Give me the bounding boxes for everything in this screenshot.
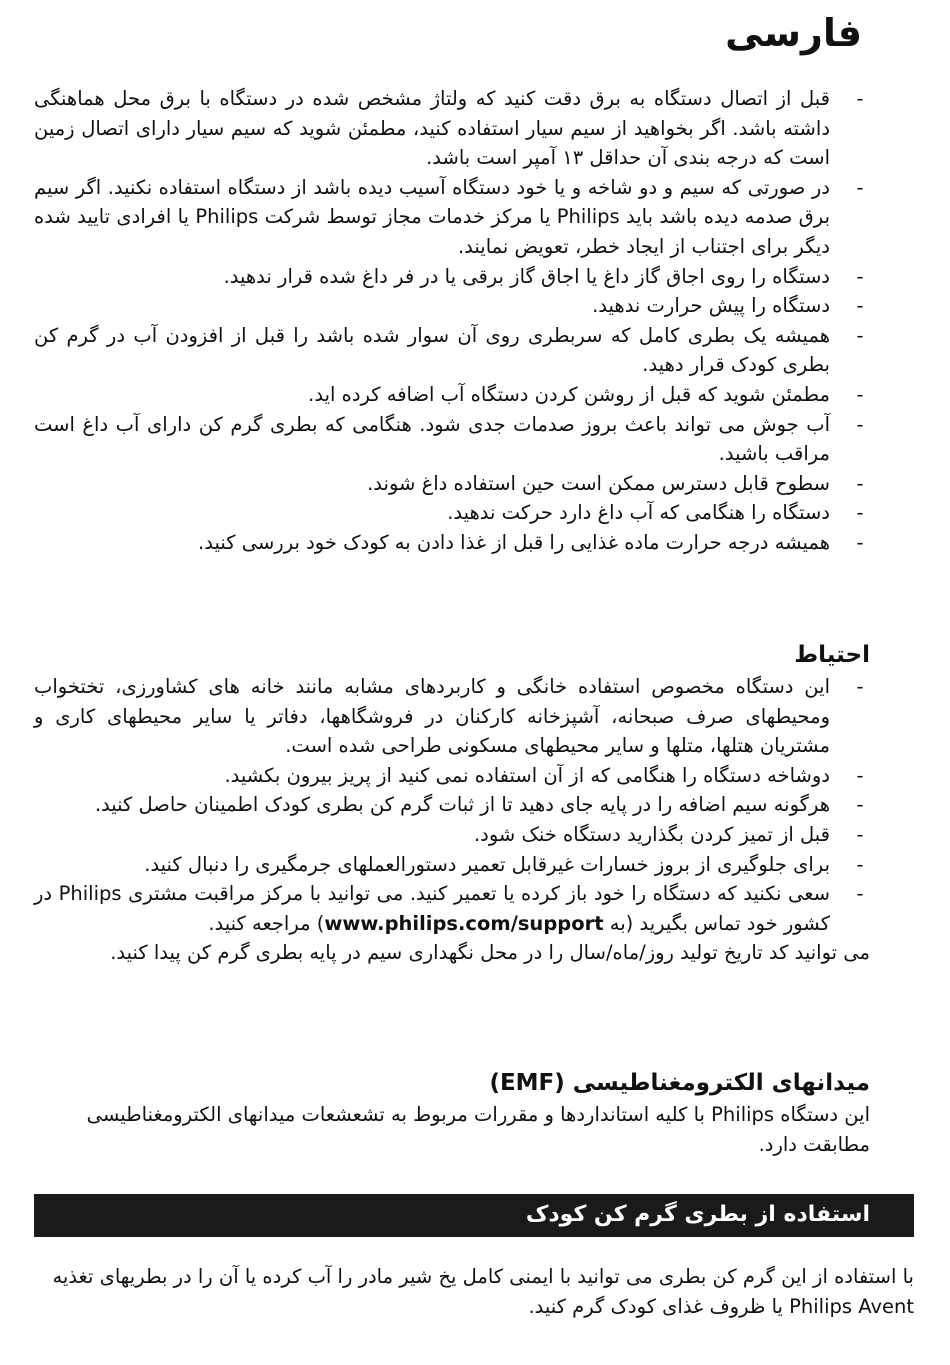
- list-item: [34, 879, 870, 938]
- list-item: - مطمئن شوید که قبل از روشن کردن دستگاه آب اضافه کرده اید.: [34, 380, 870, 410]
- warning-section: [34, 84, 870, 558]
- list-item: - قبل از اتصال دستگاه به برق دقت کنید که ولتاژ مشخص شده در دستگاه با برق محل هماهنگی داشته باشد. اگر بخواهید از سیم سیار استفاده کنید، مطمئن شوید که سیم سیار دارای اتصال زمین است که درجه بندی آن حداقل ۱۳ آمپر است باشد.: [34, 84, 870, 173]
- usage-heading: استفاده از بطری گرم کن کودک: [525, 1202, 870, 1227]
- list-item: - دستگاه را روی اجاق گاز داغ یا اجاق گاز برقی یا در فر داغ شده قرار ندهید.: [34, 262, 870, 292]
- caution-section: [34, 638, 870, 968]
- list-item: - دستگاه را هنگامی که آب داغ دارد حرکت ندهید.: [34, 498, 870, 528]
- list-item: - قبل از تمیز کردن بگذارید دستگاه خنک شود.: [34, 820, 870, 850]
- usage-text: با استفاده از این گرم کن بطری می توانید با ایمنی کامل یخ شیر مادر را آب کرده یا آن را در بطریهای تغذیه Philips Avent یا ظروف غذای کودک گرم کنید.: [52, 1265, 914, 1318]
- list-item: - این دستگاه مخصوص استفاده خانگی و کاربردهای مشابه مانند خانه های کشاورزی، تختخواب ومحیطهای صرف صبحانه، آشپزخانه کارکنان در فروشگاهها، دفاتر یا سایر محیطهای کاری و مشتریان هتلها، متلها و سایر محیطهای مسکونی طراحی شده است.: [34, 672, 870, 761]
- date-code-note: می توانید کد تاریخ تولید روز/ماه/سال را در محل نگهداری سیم در پایه بطری گرم کن پیدا کنید.: [110, 941, 870, 965]
- list-item: - برای جلوگیری از بروز خسارات غیرقابل تعمیر دستورالعملهای جرمگیری را دنبال کنید.: [34, 850, 870, 880]
- list-item: - همیشه یک بطری کامل که سربطری روی آن سوار شده باشد را قبل از افزودن آب در گرم کن بطری کودک قرار دهید.: [34, 321, 870, 380]
- usage-section: [34, 1262, 914, 1321]
- list-item: - همیشه درجه حرارت ماده غذایی را قبل از غذا دادن به کودک خود بررسی کنید.: [34, 528, 870, 558]
- list-item: - آب جوش می تواند باعث بروز صدمات جدی شود. هنگامی که بطری گرم کن دارای آب داغ است مراقب باشید.: [34, 410, 870, 469]
- caution-list: [34, 672, 870, 938]
- emf-text: این دستگاه Philips با کلیه استانداردها و مقررات مربوط به تشعشعات میدانهای الکترومغناطیسی مطابقت دارد.: [86, 1103, 870, 1156]
- list-item: - دوشاخه دستگاه را هنگامی که از آن استفاده نمی کنید از پریز بیرون بکشید.: [34, 761, 870, 791]
- caution-heading: احتیاط: [794, 642, 870, 668]
- support-text-before: سعی نکنید که دستگاه را خود باز کرده یا تعمیر کنید. می توانید با مرکز مراقبت مشتری Philips در کشور خود تماس بگیرید (به: [34, 882, 830, 935]
- list-item: - در صورتی که سیم و دو شاخه و یا خود دستگاه آسیب دیده باشد از دستگاه استفاده نکنید. اگر سیم برق صدمه دیده باشد باید Philips یا مرکز خدمات مجاز توسط شرکت Philips یا افرادی تایید شده دیگر برای اجتناب از ایجاد خطر، تعویض نمایند.: [34, 173, 870, 262]
- usage-heading-bar: [34, 1194, 914, 1237]
- emf-heading: میدانهای الکترومغناطیسی (EMF): [489, 1070, 870, 1096]
- support-text-after: ) مراجعه کنید.: [208, 911, 325, 935]
- list-item: - هرگونه سیم اضافه را در پایه جای دهید تا از ثبات گرم کن بطری کودک اطمینان حاصل کنید.: [34, 790, 870, 820]
- language-title: فارسی: [725, 11, 862, 55]
- list-item: - سطوح قابل دسترس ممکن است حین استفاده داغ شوند.: [34, 469, 870, 499]
- list-item: - دستگاه را پیش حرارت ندهید.: [34, 291, 870, 321]
- support-url-link[interactable]: www.philips.com/support: [324, 911, 604, 935]
- emf-section: [34, 1066, 870, 1159]
- warning-list: [34, 84, 870, 558]
